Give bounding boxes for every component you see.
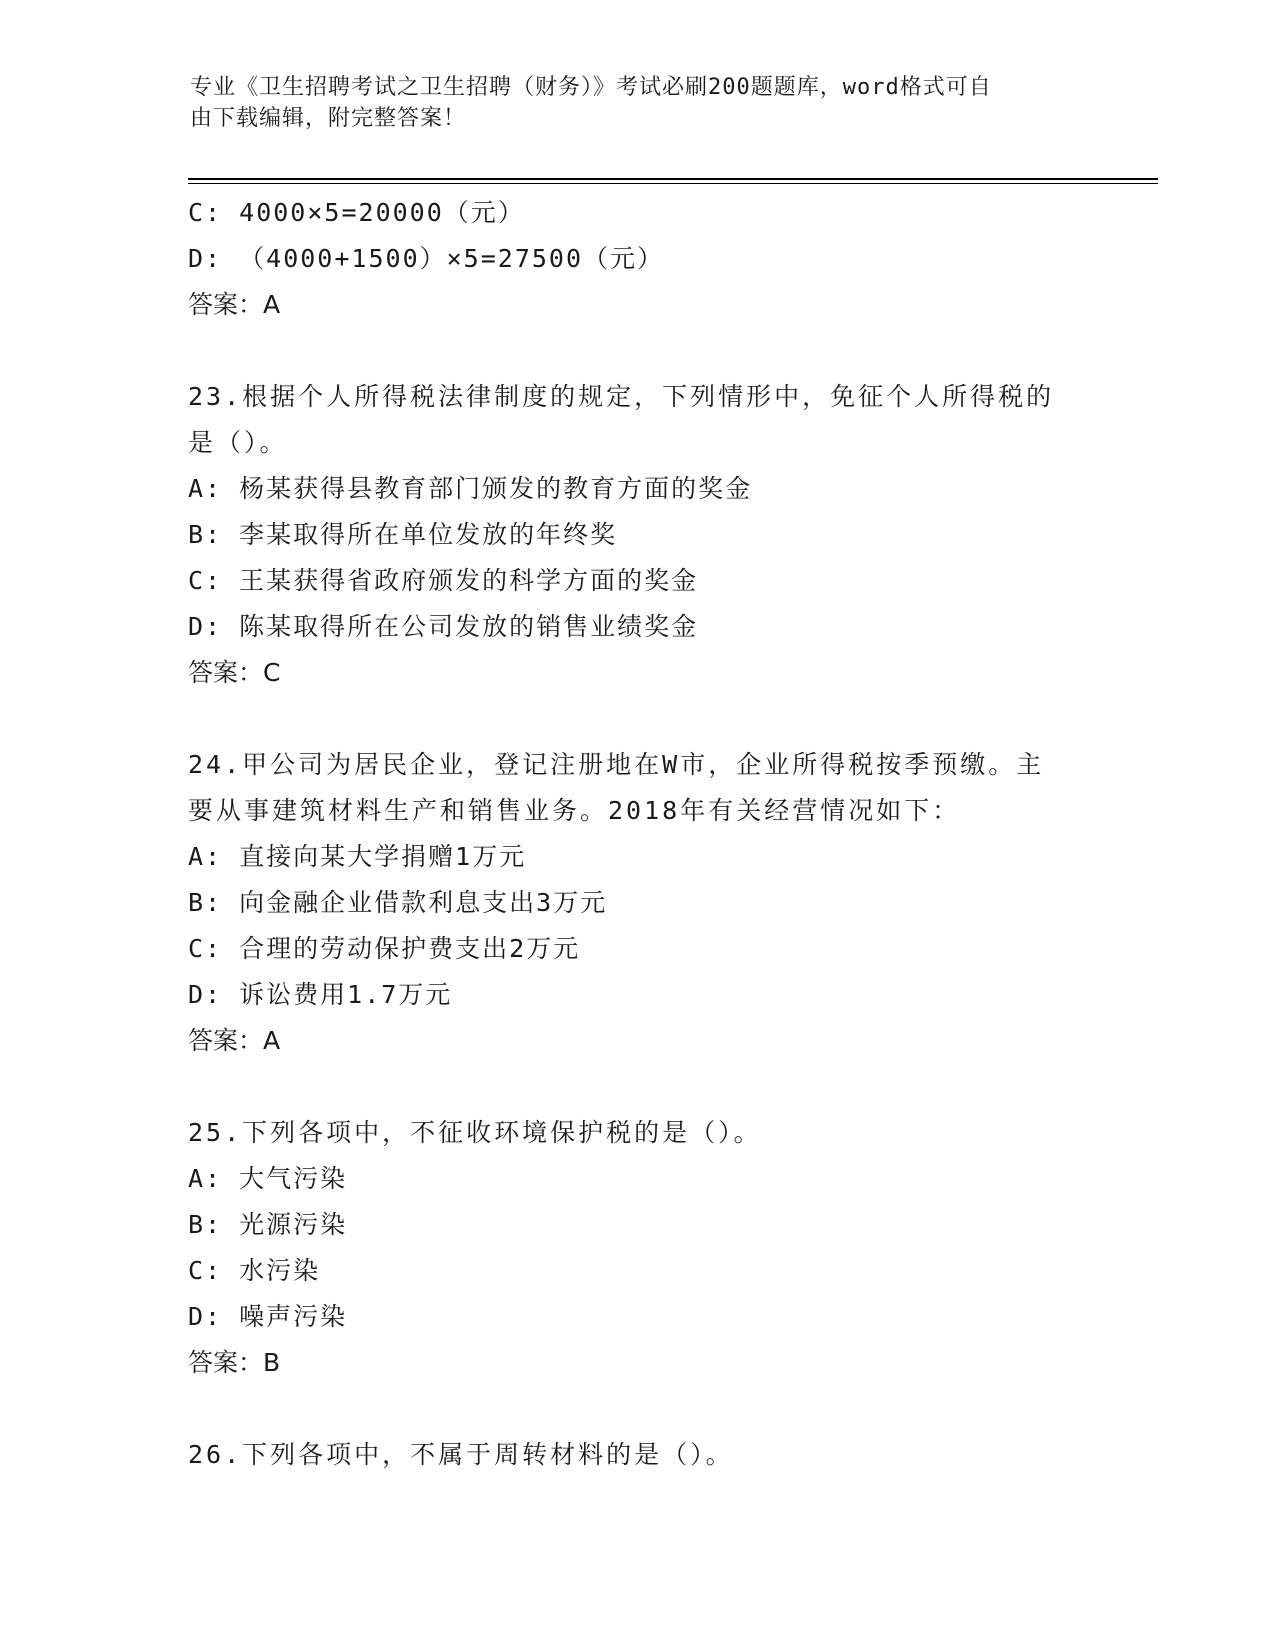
option-d: D: 噪声污染 (188, 1302, 348, 1331)
question-26 (188, 1432, 1088, 1478)
question-text-line-1: 25.下列各项中，不征收环境保护税的是（）。 (188, 1118, 762, 1147)
spacer (188, 696, 1088, 742)
answer-line: 答案：B (188, 1348, 281, 1377)
option-c: C: 水污染 (188, 1256, 321, 1285)
option-d: D: 陈某取得所在公司发放的销售业绩奖金 (188, 612, 699, 641)
option-d: D: （4000+1500）×5=27500（元） (188, 244, 665, 273)
question-24 (188, 742, 1088, 1064)
option-c: C: 合理的劳动保护费支出2万元 (188, 934, 581, 963)
option-a: A: 大气污染 (188, 1164, 348, 1193)
spacer (188, 328, 1088, 374)
document-body (188, 190, 1088, 1478)
question-text-line-1: 24.甲公司为居民企业，登记注册地在W市，企业所得税按季预缴。主 (188, 750, 1045, 779)
option-b: B: 向金融企业借款利息支出3万元 (188, 888, 608, 917)
answer-line: 答案：A (188, 1026, 281, 1055)
header-divider-thin (188, 183, 1158, 184)
spacer (188, 1064, 1088, 1110)
option-a: A: 直接向某大学捐赠1万元 (188, 842, 527, 871)
header-line-1: 专业《卫生招聘考试之卫生招聘（财务）》考试必刷200题题库，word格式可自 (190, 75, 992, 100)
answer-line: 答案：C (188, 658, 281, 687)
option-d: D: 诉讼费用1.7万元 (188, 980, 453, 1009)
header-divider-thick (188, 178, 1158, 180)
option-b: B: 光源污染 (188, 1210, 348, 1239)
option-a: A: 杨某获得县教育部门颁发的教育方面的奖金 (188, 474, 753, 503)
spacer (188, 1386, 1088, 1432)
header-line-2: 由下载编辑，附完整答案！ (190, 106, 467, 131)
question-text-line-2: 要从事建筑材料生产和销售业务。2018年有关经营情况如下： (188, 796, 961, 825)
question-23 (188, 374, 1088, 696)
question-text-line-2: 是（）。 (188, 428, 288, 457)
answer-line: 答案：A (188, 290, 281, 319)
question-25 (188, 1110, 1088, 1386)
option-b: B: 李某取得所在单位发放的年终奖 (188, 520, 618, 549)
option-c: C: 王某获得省政府颁发的科学方面的奖金 (188, 566, 699, 595)
question-text-line-1: 23.根据个人所得税法律制度的规定，下列情形中，免征个人所得税的 (188, 382, 1055, 411)
question-text-line-1: 26.下列各项中，不属于周转材料的是（）。 (188, 1440, 734, 1469)
option-c: C: 4000×5=20000（元） (188, 198, 525, 227)
question-22-tail (188, 190, 1088, 328)
page-header (190, 72, 1080, 134)
